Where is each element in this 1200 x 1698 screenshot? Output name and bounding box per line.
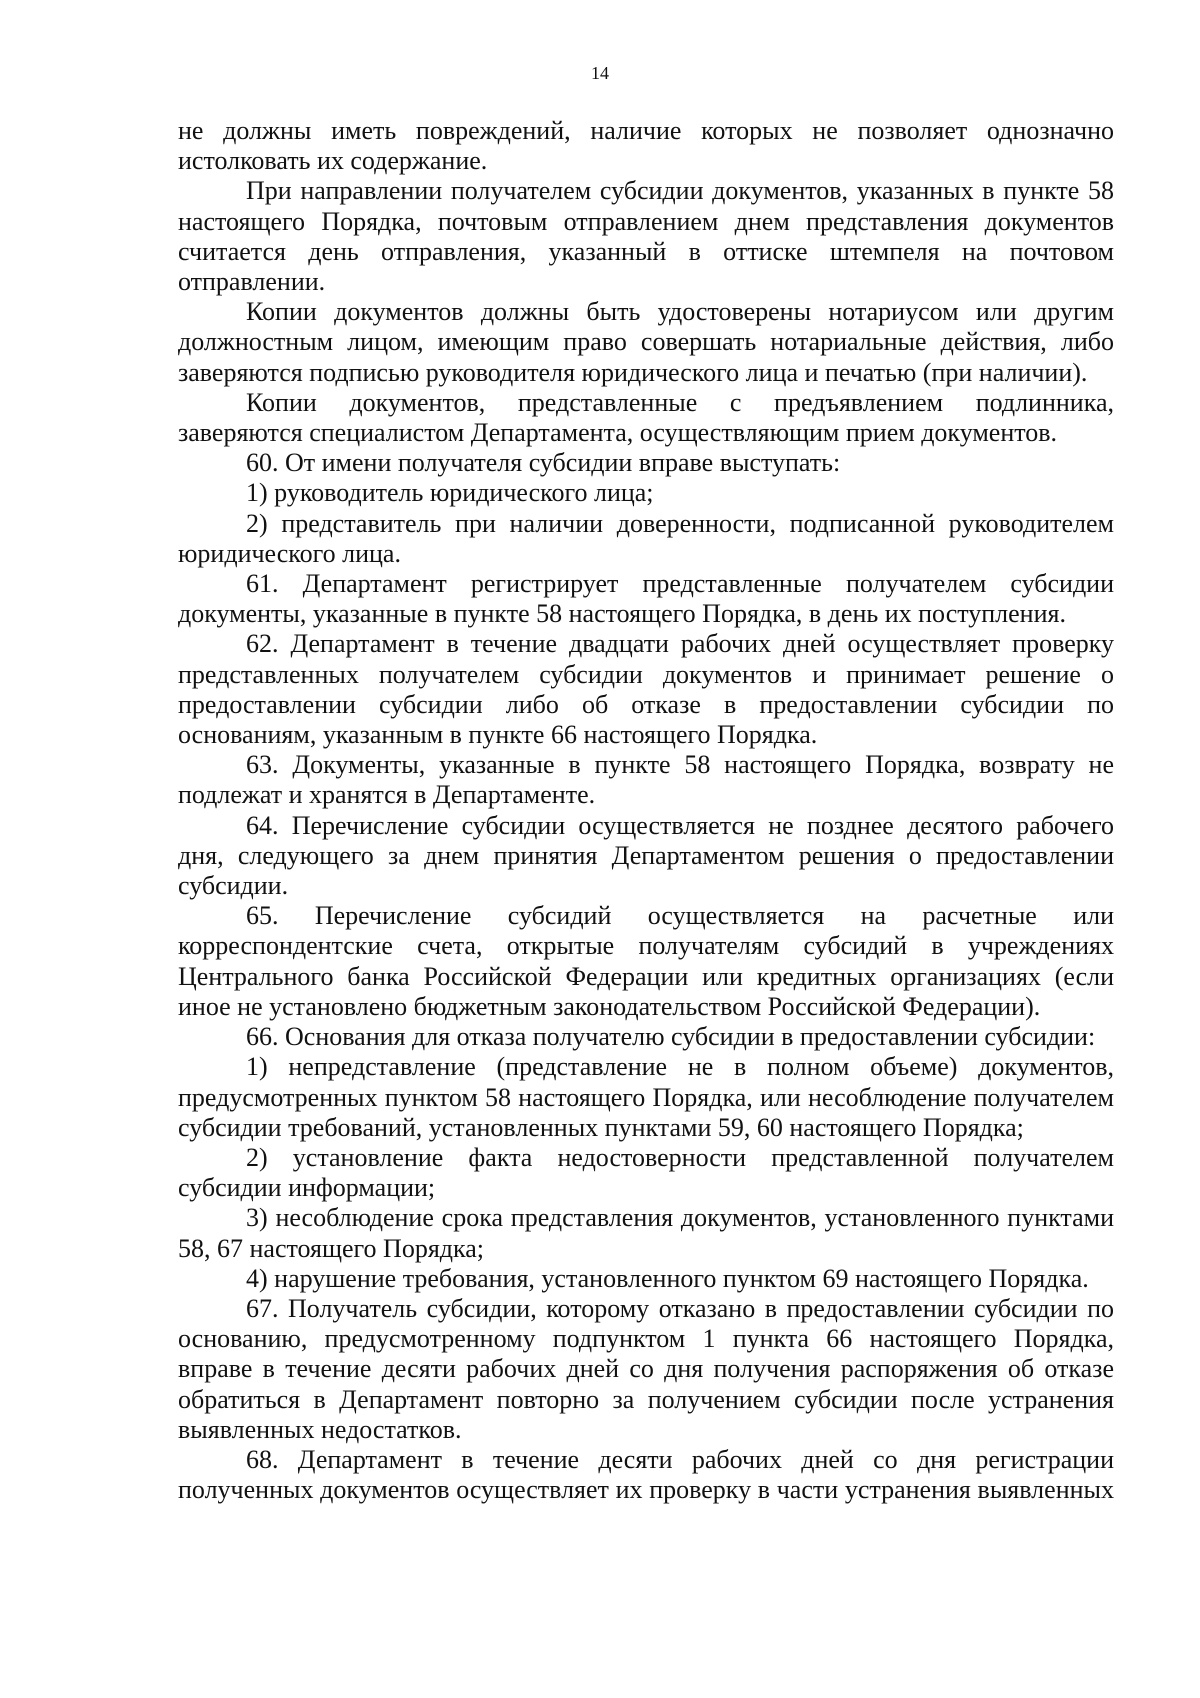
clause-66-item-4: 4) нарушение требования, установленного пунктом 69 настоящего Порядка. [246, 1263, 1089, 1293]
clause-65: 65. Перечисление субсидий осуществляется на расчетные или корреспондентские счета, открытые получателям субсидий в учреждениях Центрального банка Российской Федерации или кредитных организациях (если иное не установлено бюджетным законодательством Российской Федерации). [178, 901, 1114, 1021]
clause-67: 67. Получатель субсидии, которому отказано в предоставлении субсидии по основанию, предусмотренному подпунктом 1 пункта 66 настоящего Порядка, вправе в течение десяти рабочих дней со дня получения распоряжения об отказе обратиться в Департамент повторно за получением субсидии после устранения выявленных недостатков. [178, 1293, 1114, 1444]
clause-61: 61. Департамент регистрирует представленные получателем субсидии документы, указанные в пункте 58 настоящего Порядка, в день их поступления. [178, 569, 1114, 629]
paragraph-continuation: не должны иметь повреждений, наличие которых не позволяет однозначно истолковать их содержание. [178, 116, 1114, 176]
document-body [178, 116, 1114, 1505]
clause-62: 62. Департамент в течение двадцати рабочих дней осуществляет проверку представленных получателем субсидии документов и принимает решение о предоставлении субсидии либо об отказе в предоставлении субсидии по основаниям, указанным в пункте 66 настоящего Порядка. [178, 629, 1114, 750]
clause-63: 63. Документы, указанные в пункте 58 настоящего Порядка, возврату не подлежат и хранятся в Департаменте. [178, 750, 1114, 810]
paragraph-postal-submission: При направлении получателем субсидии документов, указанных в пункте 58 настоящего Порядка, почтовым отправлением днем представления документов считается день отправления, указанный в оттиске штемпеля на почтовом отправлении. [178, 176, 1114, 297]
clause-66: 66. Основания для отказа получателю субсидии в предоставлении субсидии: [246, 1022, 1096, 1052]
clause-66-item-3: 3) несоблюдение срока представления документов, установленного пунктами 58, 67 настоящего Порядка; [178, 1203, 1114, 1263]
clause-60-item-2: 2) представитель при наличии доверенности, подписанной руководителем юридического лица. [178, 508, 1114, 568]
clause-64: 64. Перечисление субсидии осуществляется не позднее десятого рабочего дня, следующего за днем принятия Департаментом решения о предоставлении субсидии. [178, 810, 1114, 901]
paragraph-document-copies: Копии документов должны быть удостоверены нотариусом или другим должностным лицом, имеющим право совершать нотариальные действия, либо заверяются подписью руководителя юридического лица и печатью (при наличии). [178, 297, 1114, 387]
clause-60-item-1: 1) руководитель юридического лица; [246, 478, 654, 508]
clause-60: 60. От имени получателя субсидии вправе выступать: [246, 448, 841, 478]
page-number: 14 [591, 63, 609, 83]
clause-66-item-2: 2) установление факта недостоверности представленной получателем субсидии информации; [178, 1142, 1114, 1203]
clause-68: 68. Департамент в течение десяти рабочих дней со дня регистрации полученных документов осуществляет их проверку в части устранения выявленных [178, 1444, 1114, 1505]
paragraph-copies-with-original: Копии документов, представленные с предъявлением подлинника, заверяются специалистом Департамента, осуществляющим прием документов. [178, 387, 1114, 448]
clause-66-item-1: 1) непредставление (представление не в полном объеме) документов, предусмотренных пунктом 58 настоящего Порядка, или несоблюдение получателем субсидии требований, установленных пунктами 59, 60 настоящего Порядка; [178, 1052, 1114, 1142]
